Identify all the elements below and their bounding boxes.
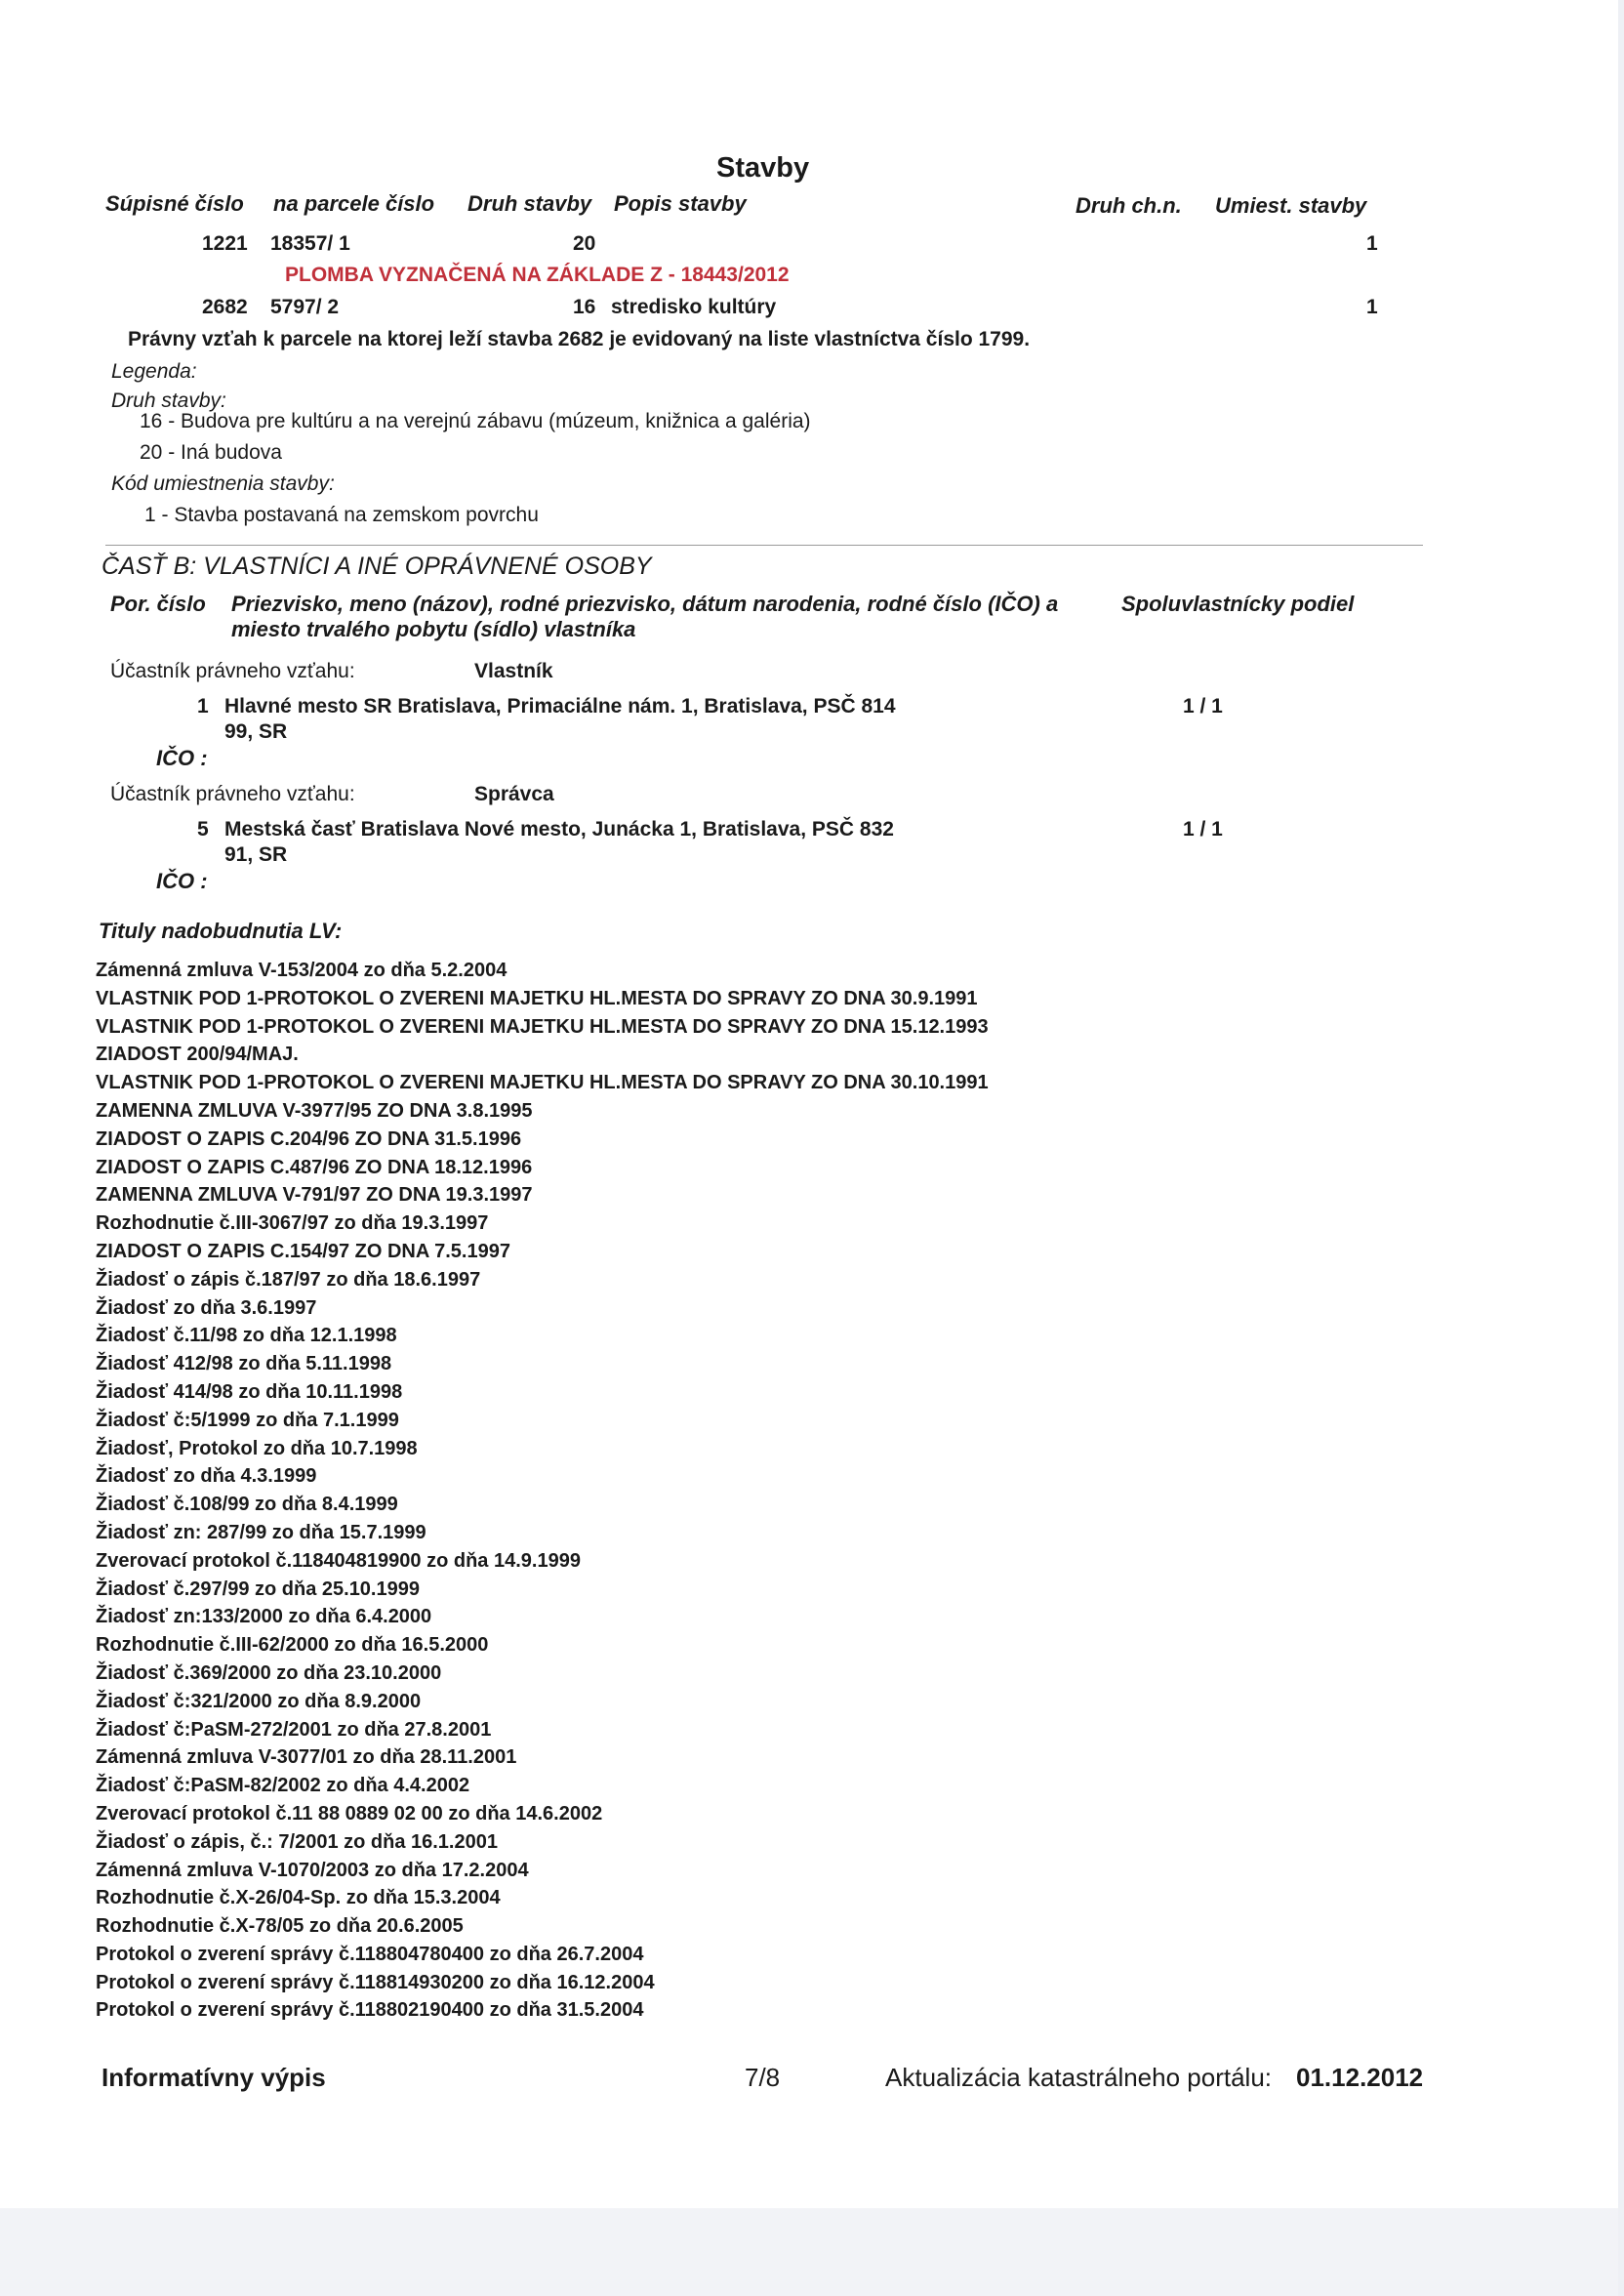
row2-druh: 16	[573, 296, 596, 318]
col-owner-details-2: miesto trvalého pobytu (sídlo) vlastníka	[231, 617, 636, 641]
list-item: VLASTNIK POD 1-PROTOKOL O ZVERENI MAJETKU HL.MESTA DO SPRAVY ZO DNA 15.12.1993	[96, 1015, 989, 1038]
list-item: Rozhodnutie č.III-3067/97 zo dňa 19.3.1997	[96, 1212, 489, 1235]
list-item: Zverovací protokol č.118404819900 zo dňa 14.9.1999	[96, 1549, 581, 1572]
col-owner-details-1: Priezvisko, meno (názov), rodné priezvisko, dátum narodenia, rodné číslo (IČO) a	[231, 592, 1059, 616]
list-item: Protokol o zverení správy č.118814930200 zo dňa 16.12.2004	[96, 1971, 655, 1993]
list-item: ZIADOST O ZAPIS C.204/96 ZO DNA 31.5.1996	[96, 1128, 522, 1150]
row1-supisne: 1221	[202, 232, 248, 255]
list-item: Žiadosť 414/98 zo dňa 10.11.1998	[96, 1380, 403, 1403]
cast-b-heading: ČASŤ B: VLASTNÍCI A INÉ OPRÁVNENÉ OSOBY	[102, 553, 652, 580]
list-item: Žiadosť o zápis č.187/97 zo dňa 18.6.1997	[96, 1268, 481, 1291]
tituly-list	[96, 957, 989, 2025]
owner-address-line2: 91, SR	[224, 843, 288, 866]
list-item: Žiadosť zn: 287/99 zo dňa 15.7.1999	[96, 1521, 426, 1543]
participant-label: Účastník právneho vzťahu:	[110, 660, 355, 682]
list-item: Rozhodnutie č.X-26/04-Sp. zo dňa 15.3.2004	[96, 1887, 501, 1909]
row1-umiest: 1	[1366, 232, 1378, 255]
owner-number: 5	[197, 818, 209, 840]
legend-kod-label: Kód umiestnenia stavby:	[111, 472, 335, 495]
col-popis-stavby: Popis stavby	[614, 191, 747, 216]
list-item: Zámenná zmluva V-153/2004 zo dňa 5.2.2004	[96, 960, 508, 981]
list-item: Žiadosť č:PaSM-272/2001 zo dňa 27.8.2001	[96, 1718, 492, 1741]
row1-druh: 20	[573, 232, 596, 255]
col-por-cislo: Por. číslo	[110, 592, 206, 616]
stavby-heading: Stavby	[716, 152, 810, 184]
tituly-heading: Tituly nadobudnutia LV:	[99, 919, 343, 943]
list-item: ZIADOST O ZAPIS C.154/97 ZO DNA 7.5.1997	[96, 1240, 510, 1262]
list-item: Žiadosť o zápis, č.: 7/2001 zo dňa 16.1.2001	[96, 1830, 498, 1853]
footer-portal-label: Aktualizácia katastrálneho portálu:	[885, 2063, 1273, 2092]
footer-update-date: 01.12.2012	[1296, 2063, 1424, 2092]
list-item: ZIADOST 200/94/MAJ.	[96, 1044, 299, 1066]
participant-label: Účastník právneho vzťahu:	[110, 783, 355, 805]
owner-share: 1 / 1	[1183, 818, 1223, 840]
list-item: Žiadosť č.369/2000 zo dňa 23.10.2000	[96, 1661, 442, 1684]
list-item: Zámenná zmluva V-1070/2003 zo dňa 17.2.2004	[96, 1859, 529, 1881]
list-item: VLASTNIK POD 1-PROTOKOL O ZVERENI MAJETKU HL.MESTA DO SPRAVY ZO DNA 30.9.1991	[96, 987, 978, 1009]
col-umiest-stavby: Umiest. stavby	[1215, 193, 1367, 218]
row2-supisne: 2682	[202, 296, 248, 318]
participant-role: Vlastník	[474, 660, 553, 682]
owner-ico-label: IČO :	[156, 869, 208, 893]
scan-edge-band	[0, 2208, 1624, 2296]
list-item: Zámenná zmluva V-3077/01 zo dňa 28.11.2001	[96, 1746, 517, 1769]
list-item: Žiadosť č:PaSM-82/2002 zo dňa 4.4.2002	[96, 1775, 470, 1797]
scan-right-edge	[1618, 0, 1624, 2296]
list-item: Žiadosť č.297/99 zo dňa 25.10.1999	[96, 1578, 420, 1600]
list-item: VLASTNIK POD 1-PROTOKOL O ZVERENI MAJETKU HL.MESTA DO SPRAVY ZO DNA 30.10.1991	[96, 1072, 989, 1094]
footer-page-number: 7/8	[745, 2063, 781, 2092]
list-item: Žiadosť č:321/2000 zo dňa 8.9.2000	[96, 1690, 422, 1712]
list-item: Žiadosť, Protokol zo dňa 10.7.1998	[96, 1437, 418, 1459]
row1-parcela: 18357/ 1	[270, 232, 350, 255]
list-item: Protokol o zverení správy č.118804780400 zo dňa 26.7.2004	[96, 1943, 644, 1965]
parcel-relation-note: Právny vzťah k parcele na ktorej leží stavba 2682 je evidovaný na liste vlastníctva číslo 1799.	[128, 328, 1031, 350]
legend-druh-20: 20 - Iná budova	[140, 441, 282, 464]
owner-number: 1	[197, 695, 209, 718]
owner-share: 1 / 1	[1183, 695, 1223, 718]
list-item: ZAMENNA ZMLUVA V-791/97 ZO DNA 19.3.1997	[96, 1184, 533, 1207]
col-parcela-cislo: na parcele číslo	[273, 191, 435, 216]
col-spoluvlastnicky-podiel: Spoluvlastnícky podiel	[1121, 592, 1355, 616]
section-divider	[105, 545, 1423, 546]
row2-popis: stredisko kultúry	[611, 296, 777, 318]
owner-address-line2: 99, SR	[224, 720, 288, 743]
col-druh-chn: Druh ch.n.	[1076, 193, 1182, 218]
list-item: Zverovací protokol č.11 88 0889 02 00 zo dňa 14.6.2002	[96, 1802, 603, 1824]
list-item: Žiadosť zo dňa 4.3.1999	[96, 1465, 317, 1488]
legend-kod-1: 1 - Stavba postavaná na zemskom povrchu	[144, 504, 539, 526]
col-druh-stavby: Druh stavby	[467, 191, 592, 216]
list-item: ZAMENNA ZMLUVA V-3977/95 ZO DNA 3.8.1995	[96, 1099, 533, 1122]
list-item: Rozhodnutie č.X-78/05 zo dňa 20.6.2005	[96, 1915, 464, 1938]
row2-parcela: 5797/ 2	[270, 296, 340, 318]
row2-umiest: 1	[1366, 296, 1378, 318]
list-item: Rozhodnutie č.III-62/2000 zo dňa 16.5.2000	[96, 1634, 489, 1657]
legend-druh-label: Druh stavby:	[111, 390, 226, 412]
list-item: Žiadosť zo dňa 3.6.1997	[96, 1296, 317, 1319]
list-item: Protokol o zverení správy č.118802190400 zo dňa 31.5.2004	[96, 1999, 644, 2022]
plomba-note: PLOMBA VYZNAČENÁ NA ZÁKLADE Z - 18443/2012	[285, 264, 790, 286]
list-item: Žiadosť 412/98 zo dňa 5.11.1998	[96, 1353, 392, 1375]
col-supisne-cislo: Súpisné číslo	[105, 191, 244, 216]
list-item: Žiadosť č:5/1999 zo dňa 7.1.1999	[96, 1409, 399, 1431]
list-item: Žiadosť č.11/98 zo dňa 12.1.1998	[96, 1325, 397, 1347]
legend-label: Legenda:	[111, 360, 197, 383]
legend-druh-16: 16 - Budova pre kultúru a na verejnú zábavu (múzeum, knižnica a galéria)	[140, 410, 811, 432]
footer-informativny-vypis: Informatívny výpis	[102, 2063, 326, 2092]
participant-role: Správca	[474, 783, 554, 805]
list-item: ZIADOST O ZAPIS C.487/96 ZO DNA 18.12.1996	[96, 1156, 533, 1178]
owner-address-line1: Hlavné mesto SR Bratislava, Primaciálne nám. 1, Bratislava, PSČ 814	[224, 695, 896, 718]
owner-address-line1: Mestská časť Bratislava Nové mesto, Junácka 1, Bratislava, PSČ 832	[224, 818, 894, 840]
list-item: Žiadosť č.108/99 zo dňa 8.4.1999	[96, 1494, 398, 1516]
list-item: Žiadosť zn:133/2000 zo dňa 6.4.2000	[96, 1606, 432, 1628]
owner-ico-label: IČO :	[156, 746, 208, 770]
